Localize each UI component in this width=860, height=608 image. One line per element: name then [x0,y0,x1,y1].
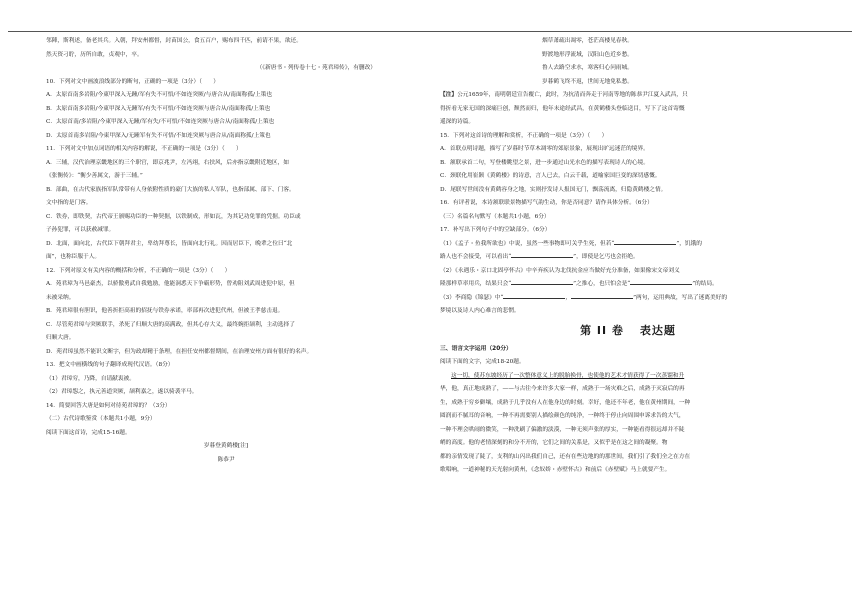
text-line: A．三辅，汉代治理京畿地区的三个职官，即京兆尹，左冯翊，右扶风，后亦指京畿附近地区，如 [46,159,289,166]
answer-blank [511,251,573,258]
text-line: （三）名篇名句默写（本题共1小题，6分） [440,213,550,220]
text-line: 梦境以及诗人内心难言的悲惘。 [440,308,520,314]
fill-in-line [440,251,816,265]
volume-heading [440,319,816,343]
answer-blank [630,278,692,285]
answer-blank [511,278,573,285]
text-segment: ”两句，运用典故，写出了迷离美好的 [633,294,728,301]
section-heading: 三、语言文字运用（20分） [440,345,512,352]
header-rule [8,31,852,32]
text-line: 阅读下面这首诗，完成15-16题。 [46,429,131,436]
text-segment: （3）李商隐《锦瑟》中“ [440,294,504,301]
text-line: 16．有评者说，本诗颔联联景物描写气韵生动，你是否同意？请作具体分析。（6分） [440,200,653,206]
passage-line: 一种不理会哄闹的微笑，一种洗刷了偏激的淡漠，一种无须声张的厚实，一种能看得很远却并不陡 [440,426,685,433]
note-label: 【注】 [440,92,458,98]
text-line: 11．下列对文中加点词语的相关内容的解说，不正确的一项是（3分）（ ） [46,146,242,152]
volume-title: 表达题 [639,323,676,337]
answer-blank [571,292,633,299]
text-segment: 隆那样草率用兵，结果只会“ [440,281,512,287]
text-line: D．尾联写世间没有黄鹤容身之地，实则抒发诗人报国无门，飘荡流离，归隐黄鹤楼之情。 [440,186,667,193]
text-line: 子孙犯罪，可以获赦减罪。 [46,227,115,233]
text-line: D．北面，面向北，古代臣下朝拜君主，卑幼拜尊长，皆面向北行礼。因而居臣下，晚辈之位曰“北 [46,240,293,247]
fill-in-line [440,265,816,279]
passage-line: 华，他，真正地成熟了，——与古往今来许多大家一样，成熟于一场灾难之后，成熟于灭寂后的再 [440,386,685,392]
text-segment: （2）《永遇乐・京口北固亭怀古》中辛弃疾认为北伐抗金应当做好充分准备，如果像宋文帝刘义 [440,267,680,274]
text-segment: ”之推心，也只怕会是“ [573,281,631,287]
passage-line: 圆润而不腻耳的音响，一种不再需要别人描绘颜色的纯净，一种终于停止向周围申诉求告的大气， [440,413,685,419]
text-line: 文中指的是门客。 [46,200,92,206]
text-line: 面”，也称臣服于人。 [46,254,101,260]
right-column [440,35,816,478]
text-line: （二）古代诗歌鉴赏（本题共1小题，9分） [46,416,156,422]
fill-in-line [440,278,816,292]
answer-blank [503,292,565,299]
text-segment: ”，饥饿的 [676,240,702,247]
poem-title: 岁暮登黄鹤楼[注] [203,443,249,449]
text-line: C．尽管苑君璋与突厥联手，杀死了归顺大唐的高满政，但其心存大义，最终婉拒颉利，主动选择了 [46,321,295,328]
text-line: B．太原首南多岩阻/今東甲深入无踵军/有失不可悟/不如连突厥与唐合从/南面称孤/上策也 [46,105,271,112]
text-line: （1）君璋穷，乃降，自请献衷被。 [46,375,135,382]
text-line: 17．补写出下列句子中的空缺部分。（6分） [440,227,551,233]
poem-line: 烟草萧疏出凋零，苍茫高楼见春秋。 [542,38,633,44]
text-line: D．苑君璋虽然不能识文断字，但为政却精于条理，在担任安州都督期间，在治理安州方面有很好的名声。 [46,348,313,355]
poem-line: 鲁人去路空求水，寒客归心问雨城。 [542,65,633,71]
text-line: C．铁券，即铁契，古代帝王颁赐功臣的一种契据，以铁制成，形如瓦，为其记功免罪的凭据。功臣或 [46,213,301,220]
answer-blank [614,238,676,245]
text-line: 归顺大唐。 [46,335,75,341]
passage-line: 歌唱响，一道神秘的天光射向黄州，《念奴娇・赤壁怀古》和前后《赤壁赋》马上就要产生。 [440,467,671,473]
text-line: 邻陣，斯利述，备老其兵。入朝，拜安州都督，封苗国公，食五百户，赐布四千匹，前请不果，欲还。 [46,38,302,44]
text-line: A．太原首南多岩阻/今東甲深入无踵/军有失不可悟/不如连突厥/与唐合从/南面称孤/上策也 [46,92,273,98]
text-line: B．苑君璋很有胆识，他善折拒高祖的招抚与铁券承诺，率部再次进犯代州，但被王孝慈击退。 [46,308,284,314]
text-line: C．太原首南/多岩阻/今東甲深入无踵/军有失/不可悟/不如连突厥与唐合从/南面称孤/上策也 [46,119,275,125]
text-line: D．太原首南多岩阻/今東甲深入/无踵军有失不可悟/不如连突厥与唐合从/南面称孤/上策也 [46,132,271,139]
text-line: 14．简要回答大唐是如何对待苑君璋的？（3分） [46,402,171,409]
text-line: 遥深的诗篇。 [440,119,475,125]
fill-in-line [440,238,816,252]
text-line: 然天资刁聍，历所自敢，贞观中，卒。 [46,51,143,58]
passage-line: 生，成熟于穷乡僻壤，成熟于几乎没有人在他身边的时刻。幸好，他还不年老，他在黄州期间，一种 [440,399,691,406]
note-line [440,89,816,103]
note-text: 公元1659年，南明朝廷宣告覆亡，此时，为抗清而奔走于河南等地的陈恭尹江夏入武昌，只 [457,92,688,98]
poem-line: 岁暮鹤飞终不返，世间无地免私愁。 [542,78,633,85]
text-segment: ”的结局。 [692,281,718,287]
text-line: 《张衡传》：“衡少善属文，游于三辅。” [46,173,143,179]
text-line: C．颈联化用崔颢《黄鹤楼》的诗意，言人已去，白云千载，道喻家国巨变的深切感慨。 [440,173,661,179]
text-line: B．颔联承首二句，写登楼眺望之景，进一步通过山光水色的描写表现诗人的心境。 [440,159,649,166]
left-column [46,35,406,467]
text-line: 13．把文中画横线的句子翻译成现代汉语。（8分） [46,362,174,368]
source-citation: （《新唐书・列传卷十七・苑君璋传》，有删改） [256,65,376,71]
text-line: B．部曲，在古代家族指军队常带有人身依附性质的豪门大族的私人军队，也指部属、部下、门客。 [46,186,295,193]
passage-line: 这一切，使苏东坡经历了一次整体意义上的脱胎换骨，也使他的艺术才情获得了一次蒸馏和升 [451,372,685,379]
text-segment: （1）《孟子・鱼我所欲也》中说，虽然一些事物即可关乎生死，但若“ [440,240,615,247]
text-line: 得折看无家无国的深痛巨创，颓然而归，他年末途经武昌，在黄鹤楼头登临送目，写下了这首寄慨 [440,105,685,112]
passage-line: 都的亲情发现了陡了，支利的山闪出我们自己，还有在些边地的的那世间，我们引了我们全之在方在 [440,453,691,460]
poem-author: 陈恭尹 [217,456,235,463]
volume-number: 第 II 卷 [580,323,624,337]
text-line: A．苑君璋为马邑豪杰，以骄傲勇武自我勉励，他能洞悉天下争霸形势，曾劝阻刘武周进犯中原，但 [46,281,295,287]
text-line: 15．下列对这首诗的理解和赏析，不正确的一项是（3分）（ ） [440,132,608,139]
text-segment: ”，即使是乞丐也会拒绝。 [573,254,639,260]
fill-in-line [440,292,816,306]
text-line: 阅读下面的文字，完成18-20题。 [440,359,525,365]
poem-line: 野渡地形浮流域，汉阳山色近乡愁。 [542,51,633,58]
text-segment: ， [565,294,572,301]
text-line: 12．下列对原文有关内容的概括和分析，不正确的一项是（3分）（ ） [46,267,231,274]
text-line: （2）君璋怨之，执元善道突厥，颉利嘉之，遂以骑袭平马。 [46,389,198,395]
text-line: 未被采纳。 [46,294,75,301]
text-segment: 路人也不会接受，可以看出“ [440,254,512,260]
text-line: A．首联点明诗题，描写了岁暮时节草木凋零的郊原景象，展现出旷远迷茫的境界。 [440,146,649,152]
text-line: 10．下列对文中画波浪线部分的断句，正确的一项是（3分）（ ） [46,78,219,85]
passage-line: 峭的高度。他的老情深刻的和分不开的，它们之间的关系是，又似乎是在这之间的凝聚。物 [440,440,668,446]
